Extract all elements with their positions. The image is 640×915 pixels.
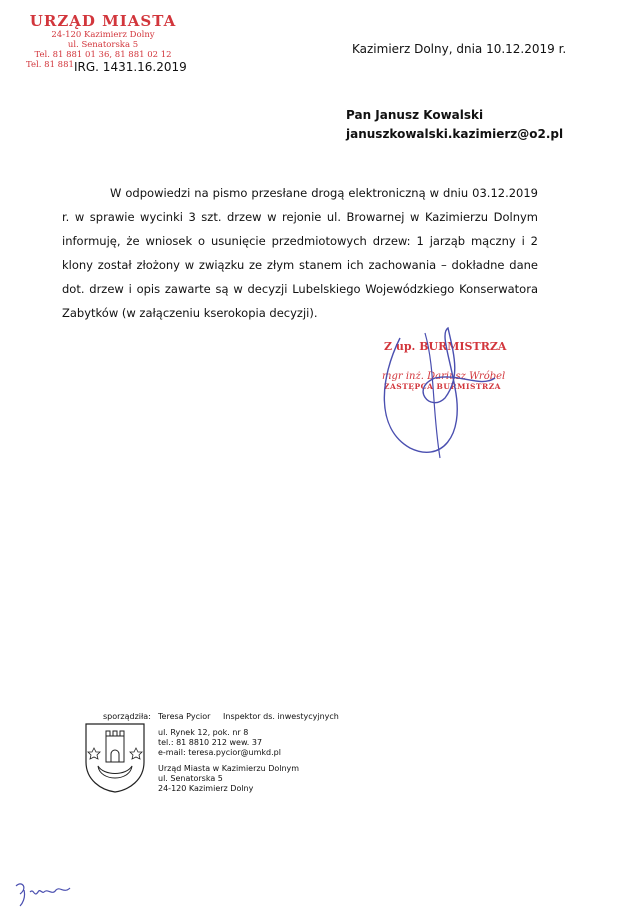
stamp-line: Tel. 81 881 — [26, 60, 74, 70]
stamp-title: URZĄD MIASTA — [29, 12, 177, 30]
signature-stamp-line1: Z up. BURMISTRZA — [384, 340, 507, 353]
recipient-block — [346, 106, 563, 144]
recipient-email: januszkowalski.kazimierz@o2.pl — [346, 127, 564, 141]
footer-contact — [158, 712, 349, 794]
preparer-position: Inspektor ds. inwestycyjnych — [223, 712, 339, 721]
handwritten-signature — [370, 318, 510, 468]
prepared-by-label: sporządziła: — [103, 712, 151, 721]
stamp-line: 24-120 Kazimierz Dolny — [51, 30, 155, 40]
date-line: Kazimierz Dolny, dnia 10.12.2019 r. — [352, 42, 567, 56]
body-paragraph: W odpowiedzi na pismo przesłane drogą elektroniczną w dniu 03.12.2019 r. w sprawie wycinki 3 szt. drzew w rejonie ul. Browarnej w Kazimierzu Dolnym informuję, że wniosek o usunięcie przedmiotowych drzew: 1 jarząb mączny i 2 klony został złożony w związku ze złym stanem ich zachowania – dokładne dane dot. drzew i opis zawarte są w decyzji Lubelskiego Wojewódzkiego Konserwatora Zabytków (w załączeniu kserokopia decyzji). — [62, 186, 538, 320]
office-street: ul. Senatorska 5 — [158, 774, 223, 783]
preparer-row — [158, 712, 349, 722]
phone-line: tel.: 81 8810 212 wew. 37 — [158, 738, 263, 747]
address-line: ul. Rynek 12, pok. nr 8 — [158, 728, 249, 737]
office-city: 24-120 Kazimierz Dolny — [158, 784, 254, 793]
letter-body — [62, 181, 538, 325]
signature-stamp-line2: mgr inż. Dariusz Wróbel — [382, 371, 506, 382]
coat-of-arms-icon — [84, 722, 146, 794]
initials-signature — [12, 878, 82, 908]
preparer-name: Teresa Pycior — [158, 712, 211, 721]
recipient-name: Pan Janusz Kowalski — [346, 108, 484, 122]
reference-number: IRG. 1431.16.2019 — [74, 60, 187, 74]
stamp-line: Tel. 81 881 01 36, 81 881 02 12 — [34, 50, 172, 60]
email-line: e-mail: teresa.pycior@umkd.pl — [158, 748, 281, 757]
office-name: Urząd Miasta w Kazimierzu Dolnym — [158, 764, 300, 773]
stamp-line: ul. Senatorska 5 — [67, 40, 139, 50]
signature-stamp-line3: ZASTĘPCA BURMISTRZA — [384, 382, 501, 391]
